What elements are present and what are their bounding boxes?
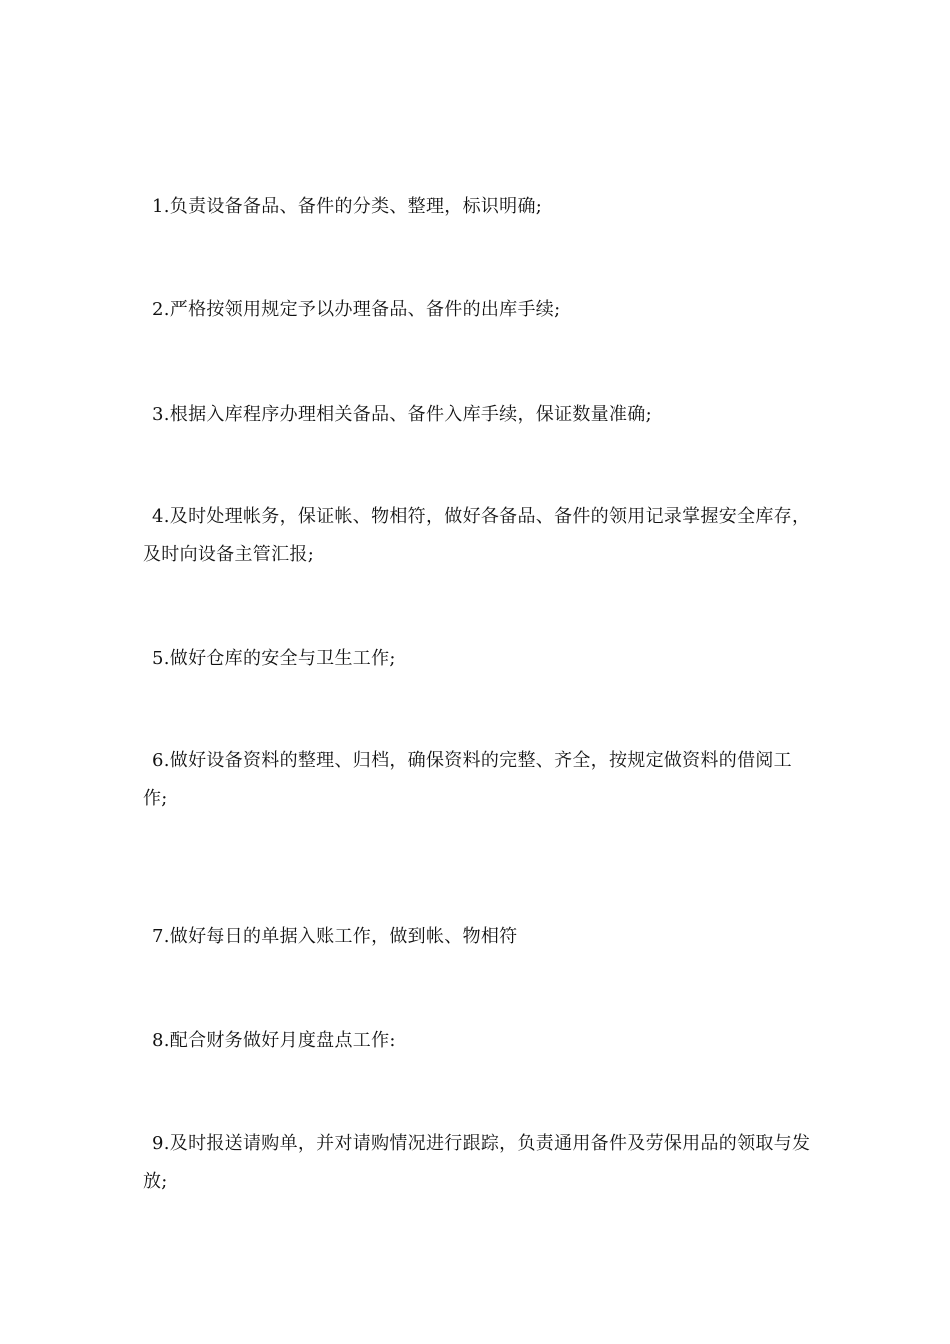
duty-item-8: 8.配合财务做好月度盘点工作:	[152, 1030, 396, 1051]
duty-item-6: 6.做好设备资料的整理、归档，确保资料的完整、齐全，按规定做资料的借阅工作;	[143, 750, 792, 809]
duty-item-9: 9.及时报送请购单，并对请购情况进行跟踪，负责通用备件及劳保用品的领取与发放;	[143, 1133, 811, 1192]
duty-item-4: 4.及时处理帐务，保证帐、物相符，做好各备品、备件的领用记录掌握安全库存，及时向设备主管汇报;	[143, 506, 811, 565]
duty-item-1: 1.负责设备备品、备件的分类、整理，标识明确;	[152, 196, 543, 217]
duty-item-7: 7.做好每日的单据入账工作，做到帐、物相符	[152, 926, 518, 947]
duty-item-3: 3.根据入库程序办理相关备品、备件入库手续，保证数量准确;	[152, 404, 652, 425]
duty-item-2: 2.严格按领用规定予以办理备品、备件的出库手续;	[152, 299, 561, 320]
duty-item-5: 5.做好仓库的安全与卫生工作;	[152, 648, 396, 669]
